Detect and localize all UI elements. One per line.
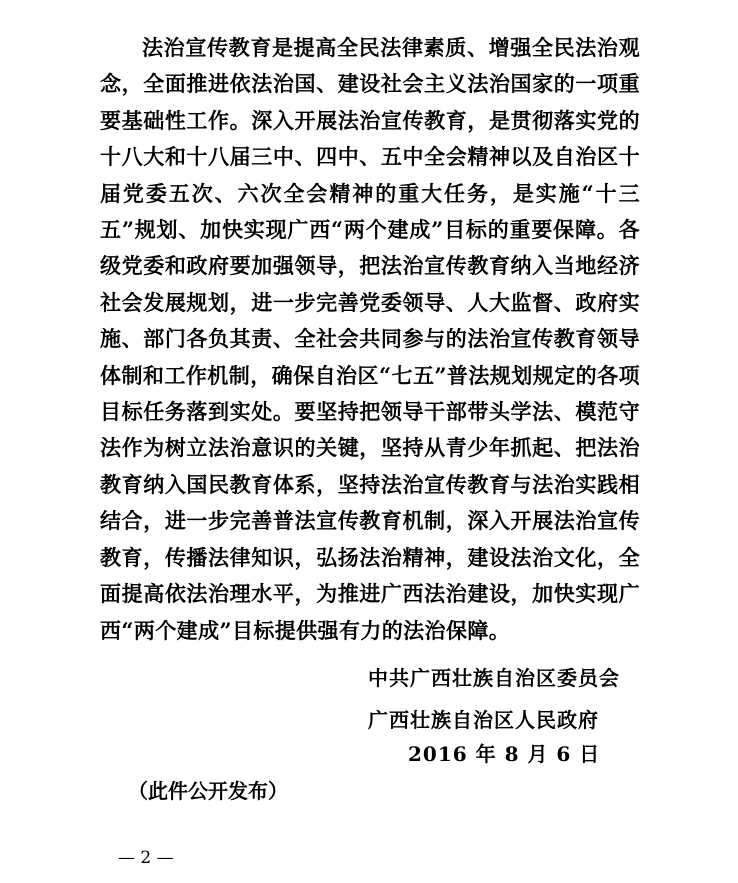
signatory-government: 广西壮族自治区人民政府 xyxy=(368,708,599,732)
page-number: — 2 — xyxy=(118,848,174,868)
signatory-party-committee: 中共广西壮族自治区委员会 xyxy=(368,666,620,690)
document-date: 2016 年 8 月 6 日 xyxy=(408,742,601,766)
body-paragraph: 法治宣传教育是提高全民法律素质、增强全民法治观念，全面推进依法治国、建设社会主义法治国家的一项重要基础性工作。深入开展法治宣传教育，是贯彻落实党的十八大和十八届三中、四中、五中全会精神以及自治区十届党委五次、六次全会精神的重大任务，是实施“十三五”规划、加快实现广西“两个建成”目标的重要保障。各级党委和政府要加强领导，把法治宣传教育纳入当地经济社会发展规划，进一步完善党委领导、人大监督、政府实施、部门各负其责、全社会共同参与的法治宣传教育领导体制和工作机制，确保自治区“七五”普法规划规定的各项目标任务落到实处。要坚持把领导干部带头学法、模范守法作为树立法治意识的关键，坚持从青少年抓起、把法治教育纳入国民教育体系，坚持法治宣传教育与法治实践相结合，进一步完善普法宣传教育机制，深入开展法治宣传教育，传播法律知识，弘扬法治精神，建设法治文化，全面提高依法治理水平，为推进广西法治建设，加快实现广西“两个建成”目标提供强有力的法治保障。 xyxy=(100,35,640,643)
publication-note: （此件公开发布） xyxy=(128,779,288,803)
